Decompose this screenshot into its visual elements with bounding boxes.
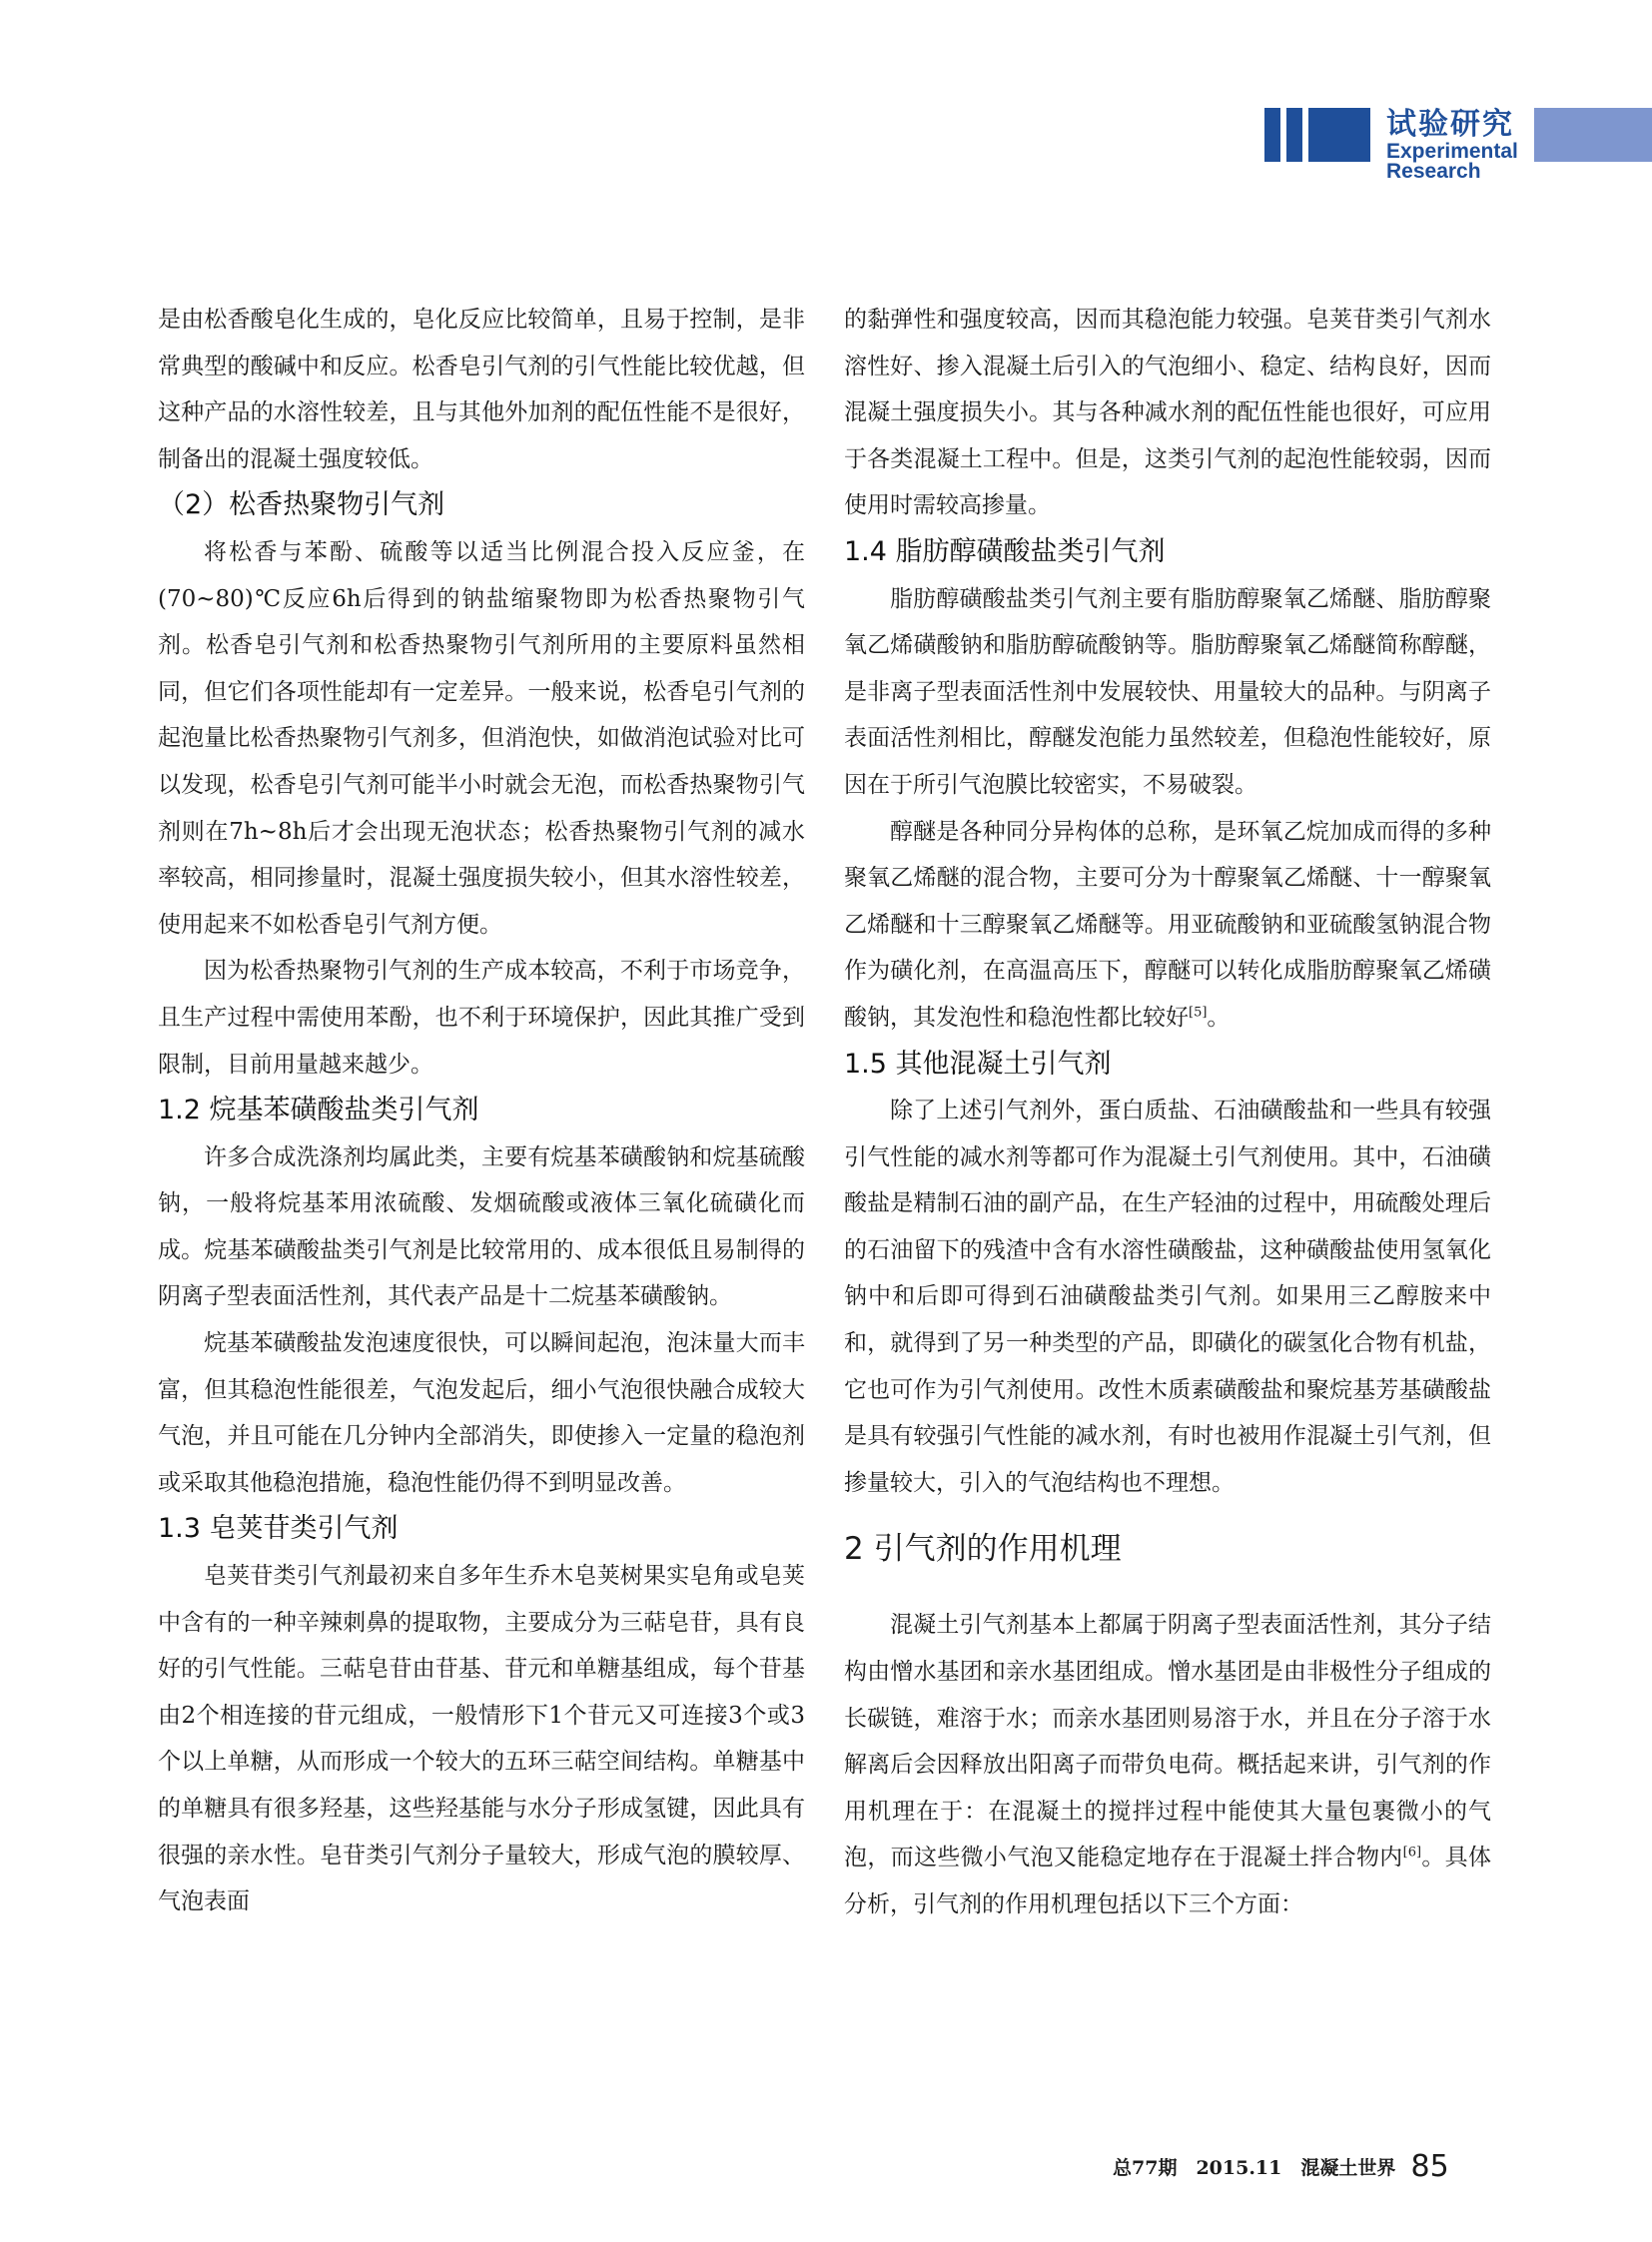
paragraph: 的黏弹性和强度较高，因而其稳泡能力较强。皂荚苷类引气剂水溶性好、掺入混凝土后引入的气泡细小、稳定、结构良好，因而混凝土强度损失小。其与各种减水剂的配伍性能也很好，可应用于各类混凝土工程中。但是，这类引气剂的起泡性能较弱，因而使用时需较高掺量。 [844, 307, 1491, 519]
paragraph-text: 。 [1207, 1004, 1231, 1031]
journal-info: 总77期 2015.11 混凝土世界 [1113, 2157, 1396, 2179]
citation-ref: [5] [1189, 1005, 1208, 1021]
paragraph: 除了上述引气剂外，蛋白质盐、石油磺酸盐和一些具有较强引气性能的减水剂等都可作为混凝土引气剂使用。其中，石油磺酸盐是精制石油的副产品，在生产轻油的过程中，用硫酸处理后的石油留下的残渣中含有水溶性磺酸盐，这种磺酸盐使用氢氧化钠中和后即可得到石油磺酸盐类引气剂。如果用三乙醇胺来中和，就得到了另一种类型的产品，即磺化的碳氢化合物有机盐，它也可作为引气剂使用。改性木质素磺酸盐和聚烷基芳基磺酸盐是具有较强引气性能的减水剂，有时也被用作混凝土引气剂，但掺量较大，引入的气泡结构也不理想。 [844, 1098, 1491, 1496]
paragraph-text: 。具体分析，引气剂的作用机理包括以下三个方面： [844, 1845, 1492, 1917]
subsection-heading: （2）松香热聚物引气剂 [158, 489, 445, 521]
paragraph [844, 1602, 1491, 1927]
chapter-heading: 2 引气剂的作用机理 [844, 1531, 1122, 1568]
paragraph: 是由松香酸皂化生成的，皂化反应比较简单，且易于控制，是非常典型的酸碱中和反应。松香皂引气剂的引气性能比较优越，但这种产品的水溶性较差，且与其他外加剂的配伍性能不是很好，制备出的混凝土强度较低。 [158, 307, 805, 472]
section-heading: 1.5 其他混凝土引气剂 [844, 1048, 1112, 1080]
section-title-cn: 试验研究 [1386, 107, 1514, 142]
header-text [1380, 107, 1532, 183]
header-block [1308, 108, 1370, 162]
section-title-en: Experimental Research [1386, 140, 1518, 183]
section-heading: 1.3 皂荚苷类引气剂 [158, 1513, 399, 1545]
paragraph-text: 醇醚是各种同分异构体的总称，是环氧乙烷加成而得的多种聚氧乙烯醚的混合物，主要可分为十醇聚氧乙烯醚、十一醇聚氧乙烯醚和十三醇聚氧乙烯醚等。用亚硫酸钠和亚硫酸氢钠混合物作为磺化剂，在高温高压下，醇醚可以转化成脂肪醇聚氧乙烯磺酸钠，其发泡性和稳泡性都比较好 [844, 818, 1491, 1031]
right-column [844, 297, 1491, 1928]
page-number: 85 [1410, 2149, 1449, 2184]
paragraph: 烷基苯磺酸盐发泡速度很快，可以瞬间起泡，泡沫量大而丰富，但其稳泡性能很差，气泡发起后，细小气泡很快融合成较大气泡，并且可能在几分钟内全部消失，即使掺入一定量的稳泡剂或采取其他稳泡措施，稳泡性能仍得不到明显改善。 [158, 1330, 805, 1496]
paragraph: 因为松香热聚物引气剂的生产成本较高，不利于市场竞争，且生产过程中需使用苯酚，也不利于环境保护，因此其推广受到限制，目前用量越来越少。 [158, 958, 805, 1078]
header-block [1264, 108, 1280, 162]
paragraph [844, 809, 1491, 1042]
header-accent-bar [1534, 108, 1652, 162]
section-heading: 1.4 脂肪醇磺酸盐类引气剂 [844, 535, 1166, 567]
page-footer [1113, 2149, 1552, 2193]
paragraph: 脂肪醇磺酸盐类引气剂主要有脂肪醇聚氧乙烯醚、脂肪醇聚氧乙烯磺酸钠和脂肪醇硫酸钠等。脂肪醇聚氧乙烯醚简称醇醚，是非离子型表面活性剂中发展较快、用量较大的品种。与阴离子表面活性剂相比，醇醚发泡能力虽然较差，但稳泡性能较好，原因在于所引气泡膜比较密实，不易破裂。 [844, 585, 1491, 798]
paragraph: 许多合成洗涤剂均属此类，主要有烷基苯磺酸钠和烷基硫酸钠，一般将烷基苯用浓硫酸、发烟硫酸或液体三氧化硫磺化而成。烷基苯磺酸盐类引气剂是比较常用的、成本很低且易制得的阴离子型表面活性剂，其代表产品是十二烷基苯磺酸钠。 [158, 1143, 805, 1310]
header-decor-blocks [1264, 108, 1370, 162]
header-block [1286, 108, 1302, 162]
section-heading: 1.2 烷基苯磺酸盐类引气剂 [158, 1095, 479, 1126]
paragraph-text: 混凝土引气剂基本上都属于阴离子型表面活性剂，其分子结构由憎水基团和亲水基团组成。憎水基团是由非极性分子组成的长碳链，难溶于水；而亲水基团则易溶于水，并且在分子溶于水解离后会因释放出阳离子而带负电荷。概括起来讲，引气剂的作用机理在于：在混凝土的搅拌过程中能使其大量包裹微小的气泡，而这些微小气泡又能稳定地存在于混凝土拌合物内 [844, 1612, 1491, 1871]
citation-ref: [6] [1402, 1845, 1422, 1861]
paragraph: 将松香与苯酚、硫酸等以适当比例混合投入反应釜，在(70~80)℃反应6h后得到的钠盐缩聚物即为松香热聚物引气剂。松香皂引气剂和松香热聚物引气剂所用的主要原料虽然相同，但它们各项性能却有一定差异。一般来说，松香皂引气剂的起泡量比松香热聚物引气剂多，但消泡快，如做消泡试验对比可以发现，松香皂引气剂可能半小时就会无泡，而松香热聚物引气剂则在7h~8h后才会出现无泡状态；松香热聚物引气剂的减水率较高，相同掺量时，混凝土强度损失较小，但其水溶性较差，使用起来不如松香皂引气剂方便。 [158, 538, 805, 938]
paragraph: 皂荚苷类引气剂最初来自多年生乔木皂荚树果实皂角或皂荚中含有的一种辛辣刺鼻的提取物，主要成分为三萜皂苷，具有良好的引气性能。三萜皂苷由苷基、苷元和单糖基组成，每个苷基由2个相连接的苷元组成，一般情形下1个苷元又可连接3个或3个以上单糖，从而形成一个较大的五环三萜空间结构。单糖基中的单糖具有很多羟基，这些羟基能与水分子形成氢键，因此具有很强的亲水性。皂苷类引气剂分子量较大，形成气泡的膜较厚、气泡表面 [158, 1563, 805, 1915]
left-column [158, 297, 805, 1925]
